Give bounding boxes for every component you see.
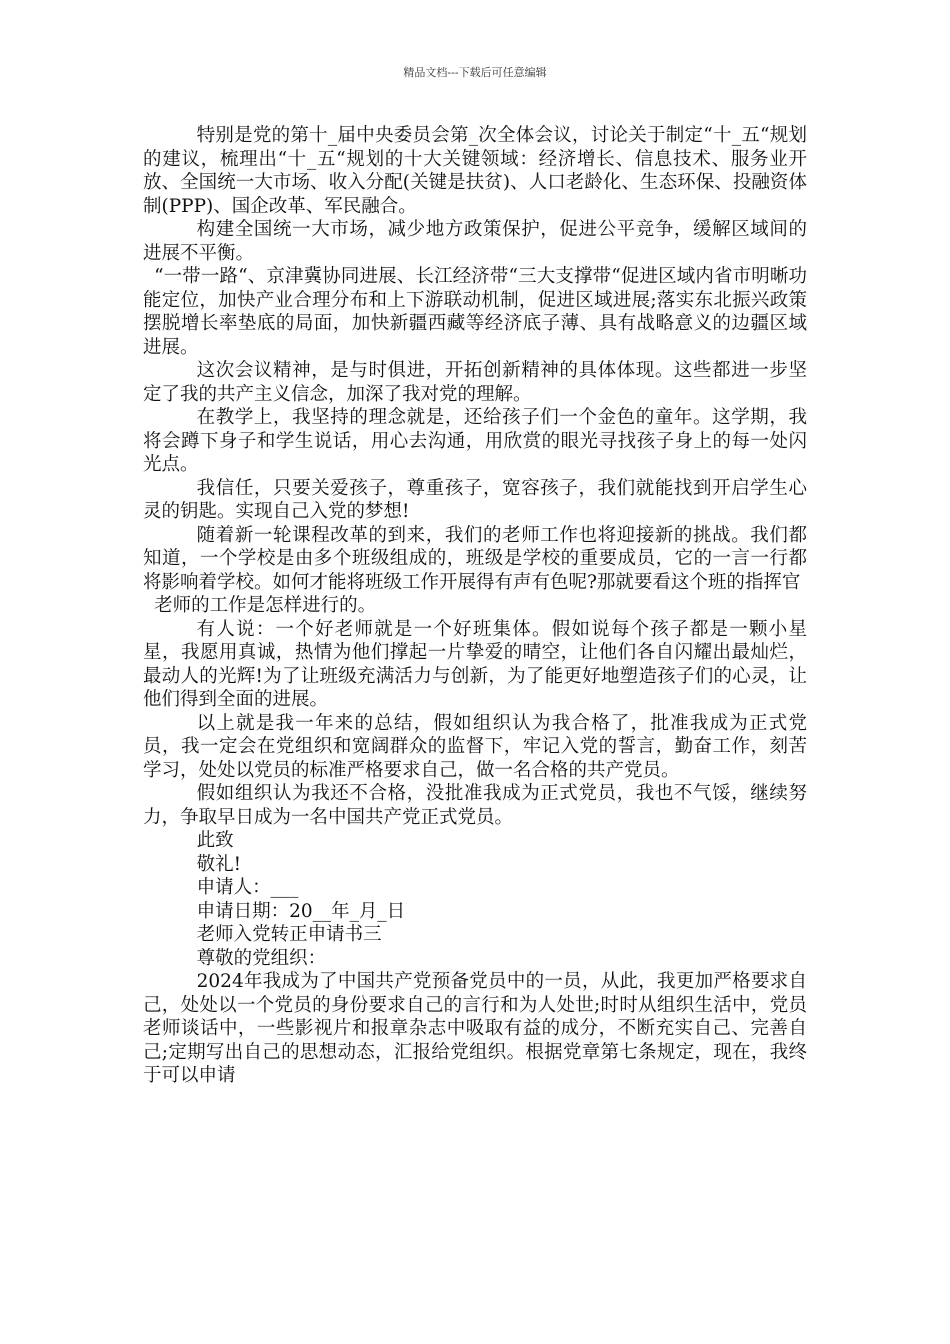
paragraph-curriculum-reform: 随着新一轮课程改革的到来，我们的老师工作也将迎接新的挑战。我们都知道，一个学校是由多个班级组成的，班级是学校的重要成员，它的一言一行都将影响着学校。如何才能将班级工作开展得有声有色呢?那就要看这个班的指挥官: [143, 524, 807, 593]
paragraph-meeting-spirit: 这次会议精神，是与时俱进，开拓创新精神的具体体现。这些都进一步坚定了我的共产主义信念，加深了我对党的理解。: [143, 360, 807, 405]
applicant-line: 申请人：___: [196, 877, 299, 898]
paragraph-not-qualified: 假如组织认为我还不合格，没批准我成为正式党员，我也不气馁，继续努力，争取早日成为一名中国共产党正式党员。: [143, 783, 807, 828]
application-date-line: 申请日期：20__年_月_日: [196, 900, 406, 922]
paragraph-teacher-work: 老师的工作是怎样进行的。: [154, 595, 377, 616]
paragraph-summary: 以上就是我一年来的总结，假如组织认为我合格了，批准我成为正式党员，我一定会在党组织和宽阔群众的监督下，牢记入党的誓言，勤奋工作，刻苦学习，处处以党员的标准严格要求自己，做一名合格的共产党员。: [143, 712, 807, 781]
paragraph-trust-children: 我信任，只要关爱孩子，尊重孩子，宽容孩子，我们就能找到开启学生心灵的钥匙。实现自己入党的梦想!: [143, 477, 807, 522]
salutation-line-2: 敬礼!: [196, 853, 242, 875]
paragraph-regional-development: “一带一路“、京津冀协同进展、长江经济带“三大支撑带“促进区域内省市明晰功能定位，加快产业合理分布和上下游联动机制，促进区域进展;落实东北振兴政策摆脱增长率垫底的局面，加快新疆西藏等经济底子薄、具有战略意义的边疆区域进展。: [143, 266, 807, 358]
paragraph-probationary-member: 2024年我成为了中国共产党预备党员中的一员，从此，我更加严格要求自己，处处以一个党员的身份要求自己的言行和为人处世;时时从组织生活中，党员老师谈话中，一些影视片和报章杂志中吸取有益的成分，不断充实自己、完善自己;定期写出自己的思想动态，汇报给党组织。根据党章第七条规定，现在，我终于可以申请: [143, 971, 807, 1086]
paragraph-teaching-philosophy: 在教学上，我坚持的理念就是，还给孩子们一个金色的童年。这学期，我将会蹲下身子和学生说话，用心去沟通，用欣赏的眼光寻找孩子身上的每一处闪光点。: [143, 407, 807, 475]
paragraph-good-teacher: 有人说：一个好老师就是一个好班集体。假如说每个孩子都是一颗小星星，我愿用真诚，热情为他们撑起一片挚爱的晴空，让他们各自闪耀出最灿烂，最动人的光辉!为了让班级充满活力与创新，为了能更好地塑造孩子们的心灵，让他们得到全面的进展。: [143, 618, 807, 710]
paragraph-plenary-session: 特别是党的第十_届中央委员会第_次全体会议，讨论关于制定“十_五“规划的建议，梳理出“十_五“规划的十大关键领域：经济增长、信息技术、服务业开放、全国统一大市场、收入分配(关键是扶贫)、人口老龄化、生态环保、投融资体制(PPP)、国企改革、军民融合。: [143, 125, 807, 217]
document-body: [143, 124, 807, 1088]
paragraph-unified-market: 构建全国统一大市场，减少地方政策保护，促进公平竞争，缓解区域间的进展不平衡。: [143, 219, 807, 264]
greeting-line: 尊敬的党组织：: [196, 947, 327, 969]
salutation-line-1: 此致: [196, 830, 234, 851]
next-document-title: 老师入党转正申请书三: [196, 924, 382, 945]
page-header: 精品文档---下载后可任意编辑: [403, 66, 547, 79]
